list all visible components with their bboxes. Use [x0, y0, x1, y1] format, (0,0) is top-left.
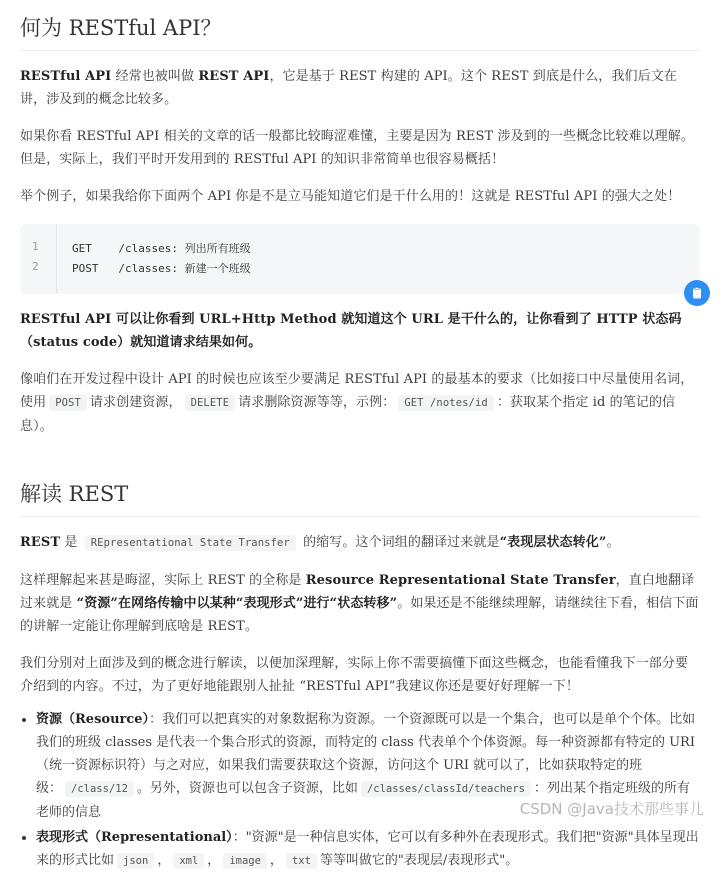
text: ：我们可以把真实的对象数据称为资源。一个资源既可以是一个集合，也可以是单个个体。比如我们的班级 classes 是代表一个集合形式的资源，而特定的 class 代表单个个体资源。每一种资源都有特定的 URI（统一资源标识符）与之对应，如果我们需要获取这个资源，访问这个 URI 就可以了，比如获取特定的班级：: [36, 712, 696, 796]
line-number: 1: [32, 240, 39, 253]
paragraph-rest-definition: [20, 531, 700, 555]
text: 等等叫做它的"表现层/表现形式"。: [319, 853, 519, 868]
inline-code: /class/12: [65, 781, 134, 797]
text: 是: [60, 535, 82, 550]
text: 请求创建资源，: [89, 395, 182, 410]
code-text: POST /classes: 新建一个班级: [72, 262, 251, 275]
text: 经常也被叫做: [111, 69, 199, 84]
paragraph-explanation: 我们分别对上面涉及到的概念进行解读，以便加深理解，实际上你不需要搞懂下面这些概念，也能看懂我下一部分要介绍到的内容。不过，为了更好地能跟别人扯扯 “RESTful API”我建议你还是要好好理解一下！: [20, 656, 689, 694]
text: 。另外，资源也可以包含子资源，比如: [136, 781, 358, 796]
text: ，它是基于 REST 构建的 API。这个 REST 到底是什么，我们后文在讲，涉及到的概念比较多。: [20, 69, 677, 107]
inline-code: xml: [173, 853, 204, 869]
inline-code: GET /notes/id: [398, 395, 493, 411]
code-line: [20, 260, 700, 280]
text: 的缩写。这个词组的翻译过来就是: [298, 535, 500, 550]
bold-text: REST: [20, 535, 61, 550]
paragraph-example: 举个例子，如果我给你下面两个 API 你是不是立马能知道它们是干什么用的！这就是 RESTful API 的强大之处！: [20, 189, 681, 204]
inline-code: txt: [286, 853, 317, 869]
copy-code-button[interactable]: [684, 280, 710, 306]
paragraph-requirements: [20, 368, 700, 438]
text: ：列出某个指定班级的所有老师的信息: [36, 781, 690, 820]
text: 这样理解起来甚是晦涩，实际上 REST 的全称是: [20, 573, 306, 588]
line-number: 2: [32, 260, 39, 273]
code-block: [20, 224, 700, 294]
bold-text: Resource Representational State Transfer: [305, 573, 616, 588]
text: 请求删除资源等等，示例：: [238, 395, 396, 410]
concept-list: [20, 708, 700, 873]
bold-text: RESTful API: [20, 69, 112, 84]
text: ：获取某个指定 id 的笔记的信息）。: [20, 395, 676, 434]
paragraph-intro: [20, 65, 700, 111]
paragraph-difficulty: 如果你看 RESTful API 相关的文章的话一般都比较晦涩难懂，主要是因为 REST 涉及到的一些概念比较难以理解。但是，实际上，我们平时开发用到的 RESTful API 的知识非常简单也很容易概括！: [20, 129, 694, 167]
article: [20, 0, 700, 875]
paragraph-rest-fullname: [20, 569, 700, 638]
paragraph-summary-bold: [20, 308, 700, 354]
section-title-restful-api: 何为 RESTful API？: [20, 0, 700, 51]
text: 。如果还是不能继续理解，请继续往下看，相信下面的讲解一定能让你理解到底啥是 REST。: [20, 596, 699, 634]
bold-text: 表现形式（Representational）: [36, 830, 233, 845]
text: ，直白地翻译过来就是: [20, 573, 695, 611]
code-text: GET /classes: 列出所有班级: [72, 242, 251, 255]
code-line: [20, 240, 700, 260]
bold-text: “资源”在网络传输中以某种“表现形式”进行“状态转移”: [76, 596, 398, 611]
bold-text: REST API: [198, 69, 270, 84]
text: 。: [606, 535, 620, 550]
inline-code: POST: [49, 395, 87, 411]
bold-text: RESTful API 可以让你看到 URL+Http Method 就知道这个 URL 是干什么的，让你看到了 HTTP 状态码（status code）就知道请求结果如何。: [20, 312, 682, 350]
inline-code: json: [117, 853, 154, 869]
inline-code: DELETE: [185, 395, 236, 411]
inline-code: image: [223, 853, 267, 869]
watermark: CSDN @Java技术那些事儿: [519, 800, 704, 818]
section-title-rest: 解读 REST: [20, 468, 700, 517]
bold-text: “表现层状态转化”: [499, 535, 607, 550]
list-item-representational: • 表现形式（Representational）："资源"是一种信息实体，它可以有多种外在表现形式。我们把"资源"具体呈现出来的形式比如 json ， xml ， image ， txt 等等叫做它的"表现层/表现形式"。: [36, 826, 700, 873]
text: 像咱们在开发过程中设计 API 的时候也应该至少要满足 RESTful API 的最基本的要求（比如接口中尽量使用名词，使用: [20, 372, 694, 410]
inline-code: /classes/classId/teachers: [361, 781, 531, 797]
text: ："资源"是一种信息实体，它可以有多种外在表现形式。我们把"资源"具体呈现出来的形式比如: [36, 830, 699, 868]
bold-text: 资源（Resource）: [36, 712, 150, 727]
inline-code: REpresentational State Transfer: [85, 535, 296, 551]
clipboard-icon: [690, 286, 704, 300]
